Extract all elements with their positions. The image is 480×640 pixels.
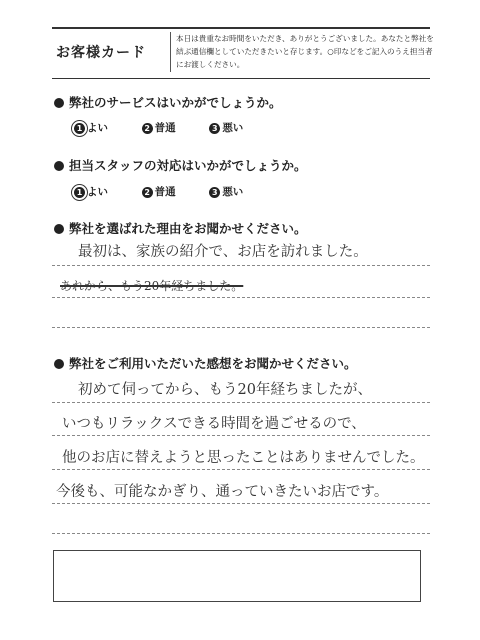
question-4	[54, 354, 357, 372]
question-1-options	[74, 120, 273, 135]
intro-text: 本日は貴重なお時間をいただき、ありがとうございました。あなたと弊社を結ぶ通信欄としていただきたいと存じます。○印などをご記入のうえ担当者にお渡しください。	[176, 34, 434, 69]
option-number-icon: 3	[209, 187, 220, 198]
answer-line	[52, 503, 430, 504]
q1-option-bad[interactable]	[209, 120, 243, 135]
q1-option-average[interactable]	[142, 120, 176, 135]
question-1	[54, 93, 282, 111]
answer-line	[52, 533, 430, 534]
question-3	[54, 219, 307, 237]
option-label: 普通	[154, 122, 176, 134]
header-divider	[170, 32, 171, 72]
impression-line-1: 初めて伺ってから、もう20年経ちましたが、	[78, 382, 372, 398]
impression-line-4: 今後も、可能なかぎり、通っていきたいお店です。	[56, 484, 389, 500]
impression-line-3: 他のお店に替えようと思ったことはありませんでした。	[62, 450, 425, 466]
top-rule	[52, 27, 430, 29]
question-4-text: 弊社をご利用いただいた感想をお聞かせください。	[69, 356, 357, 371]
option-label: 普通	[154, 186, 176, 198]
bottom-box	[53, 550, 421, 602]
bullet-icon	[54, 359, 64, 369]
bullet-icon	[54, 98, 64, 108]
answer-line	[52, 265, 430, 266]
question-3-text: 弊社を選ばれた理由をお聞かせください。	[69, 221, 307, 236]
question-1-text: 弊社のサービスはいかがでしょうか。	[69, 95, 282, 110]
crossed-out-answer: あれから、もう20年経ちました。	[60, 279, 244, 293]
option-label: よい	[87, 122, 108, 134]
answer-line	[52, 297, 430, 298]
answer-line	[52, 469, 430, 470]
option-number-icon: 1	[74, 187, 85, 198]
answer-line	[52, 435, 430, 436]
bullet-icon	[54, 161, 64, 171]
answer-line	[52, 402, 430, 403]
header-bottom-rule	[52, 78, 430, 79]
option-label: よい	[87, 186, 108, 198]
card-title: お客様カード	[56, 45, 146, 61]
option-number-icon: 2	[142, 187, 153, 198]
handwritten-answer: 最初は、家族の紹介で、お店を訪れました。	[78, 244, 368, 260]
card-header	[52, 30, 434, 72]
q2-option-good[interactable]	[74, 184, 108, 199]
option-number-icon: 3	[209, 123, 220, 134]
question-2-options	[74, 184, 273, 199]
q2-option-average[interactable]	[142, 184, 176, 199]
question-2-text: 担当スタッフの対応はいかがでしょうか。	[69, 158, 307, 173]
option-number-icon: 2	[142, 123, 153, 134]
question-2	[54, 156, 307, 174]
option-label: 悪い	[222, 186, 244, 198]
bullet-icon	[54, 224, 64, 234]
option-label: 悪い	[222, 122, 244, 134]
impression-line-2: いつもリラックスできる時間を過ごせるので、	[62, 416, 366, 432]
q1-option-good[interactable]	[74, 120, 108, 135]
option-number-icon: 1	[74, 123, 85, 134]
answer-line	[52, 327, 430, 328]
q2-option-bad[interactable]	[209, 184, 243, 199]
